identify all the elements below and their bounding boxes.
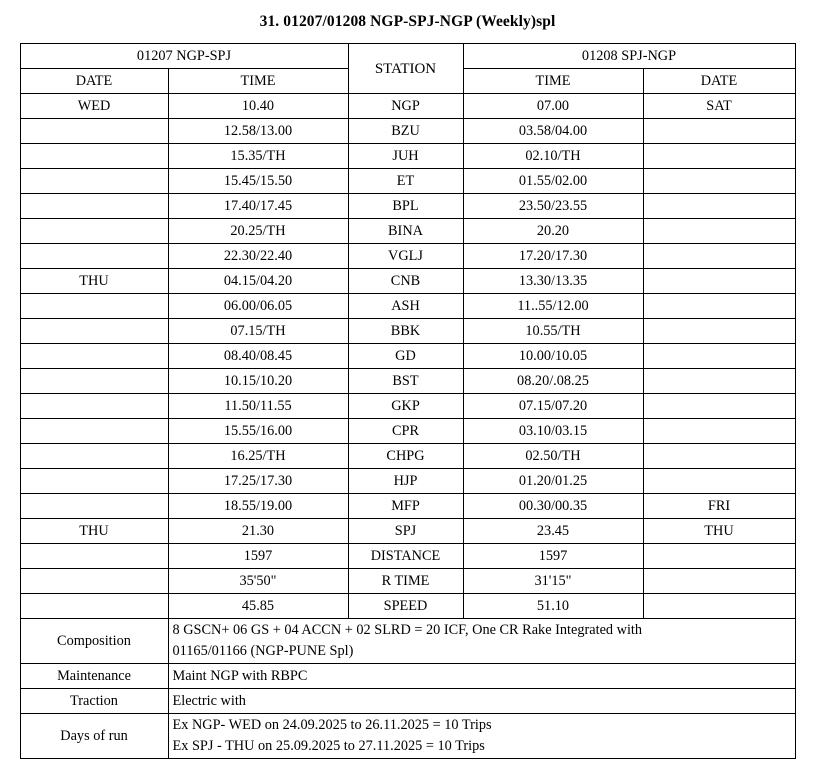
cell-station: ASH: [348, 294, 463, 319]
cell-date-left: [20, 369, 168, 394]
station-column-header: STATION: [348, 44, 463, 94]
cell-time-left: 04.15/04.20: [168, 269, 348, 294]
cell-date-right: [643, 594, 795, 619]
table-row: [20, 394, 795, 419]
cell-date-right: [643, 119, 795, 144]
footer-label: Traction: [20, 689, 168, 714]
cell-date-left: [20, 294, 168, 319]
cell-time-right: 10.00/10.05: [463, 344, 643, 369]
cell-date-right: [643, 569, 795, 594]
cell-time-left: 22.30/22.40: [168, 244, 348, 269]
cell-station: DISTANCE: [348, 544, 463, 569]
cell-time-left: 18.55/19.00: [168, 494, 348, 519]
cell-date-left: [20, 169, 168, 194]
cell-station: R TIME: [348, 569, 463, 594]
cell-date-left: [20, 344, 168, 369]
cell-time-right: 01.20/01.25: [463, 469, 643, 494]
column-header-date-left: DATE: [20, 69, 168, 94]
cell-time-left: 10.40: [168, 94, 348, 119]
cell-time-right: 03.58/04.00: [463, 119, 643, 144]
cell-date-left: [20, 594, 168, 619]
table-head-section: [20, 44, 795, 94]
table-row: [20, 444, 795, 469]
table-row: [20, 369, 795, 394]
cell-station: GD: [348, 344, 463, 369]
cell-station: SPEED: [348, 594, 463, 619]
cell-time-left: 10.15/10.20: [168, 369, 348, 394]
cell-date-right: [643, 269, 795, 294]
cell-time-left: 12.58/13.00: [168, 119, 348, 144]
cell-time-left: 17.40/17.45: [168, 194, 348, 219]
table-row: [20, 144, 795, 169]
table-row: [20, 344, 795, 369]
cell-time-right: 51.10: [463, 594, 643, 619]
table-row: [20, 244, 795, 269]
column-header-time-left: TIME: [168, 69, 348, 94]
cell-time-right: 02.50/TH: [463, 444, 643, 469]
cell-date-right: [643, 369, 795, 394]
cell-date-left: [20, 469, 168, 494]
footer-value-line: Ex SPJ - THU on 25.09.2025 to 27.11.2025 = 10 Trips: [172, 738, 485, 754]
cell-date-right: FRI: [643, 494, 795, 519]
cell-time-right: 20.20: [463, 219, 643, 244]
cell-station: BPL: [348, 194, 463, 219]
table-row: [20, 94, 795, 119]
cell-date-left: [20, 244, 168, 269]
footer-label: Days of run: [20, 714, 168, 759]
footer-row: [20, 689, 795, 714]
footer-row: [20, 619, 795, 664]
cell-date-right: [643, 394, 795, 419]
table-row: [20, 544, 795, 569]
cell-time-right: 00.30/00.35: [463, 494, 643, 519]
table-row: [20, 269, 795, 294]
table-body: [20, 94, 795, 619]
table-row: [20, 119, 795, 144]
footer-row: [20, 714, 795, 759]
cell-station: JUH: [348, 144, 463, 169]
cell-date-right: THU: [643, 519, 795, 544]
cell-time-left: 21.30: [168, 519, 348, 544]
table-footer: [20, 619, 795, 759]
cell-time-right: 11..55/12.00: [463, 294, 643, 319]
cell-date-left: [20, 194, 168, 219]
cell-time-right: 02.10/TH: [463, 144, 643, 169]
cell-date-left: [20, 119, 168, 144]
column-header-time-right: TIME: [463, 69, 643, 94]
table-row: [20, 169, 795, 194]
cell-station: BINA: [348, 219, 463, 244]
cell-station: GKP: [348, 394, 463, 419]
table-row: [20, 594, 795, 619]
group-header-right: 01208 SPJ-NGP: [463, 44, 795, 69]
footer-value: [168, 664, 795, 689]
cell-time-left: 08.40/08.45: [168, 344, 348, 369]
cell-date-right: [643, 469, 795, 494]
cell-station: SPJ: [348, 519, 463, 544]
cell-date-left: [20, 219, 168, 244]
cell-date-left: [20, 394, 168, 419]
cell-date-right: [643, 169, 795, 194]
cell-time-right: 23.50/23.55: [463, 194, 643, 219]
cell-date-right: [643, 294, 795, 319]
cell-station: NGP: [348, 94, 463, 119]
cell-station: VGLJ: [348, 244, 463, 269]
cell-time-left: 17.25/17.30: [168, 469, 348, 494]
cell-station: BST: [348, 369, 463, 394]
footer-row: [20, 664, 795, 689]
cell-date-right: [643, 244, 795, 269]
cell-date-right: SAT: [643, 94, 795, 119]
cell-time-right: 13.30/13.35: [463, 269, 643, 294]
cell-time-right: 17.20/17.30: [463, 244, 643, 269]
cell-time-left: 06.00/06.05: [168, 294, 348, 319]
cell-time-left: 35'50": [168, 569, 348, 594]
cell-time-right: 07.15/07.20: [463, 394, 643, 419]
cell-station: MFP: [348, 494, 463, 519]
cell-date-left: [20, 319, 168, 344]
table-row: [20, 494, 795, 519]
cell-date-left: [20, 444, 168, 469]
table-row: [20, 219, 795, 244]
cell-time-left: 15.45/15.50: [168, 169, 348, 194]
cell-date-right: [643, 194, 795, 219]
cell-time-left: 07.15/TH: [168, 319, 348, 344]
cell-station: ET: [348, 169, 463, 194]
footer-value: [168, 714, 795, 759]
cell-station: CPR: [348, 419, 463, 444]
footer-value-line: Electric with: [172, 692, 246, 709]
cell-date-left: WED: [20, 94, 168, 119]
table-row: [20, 319, 795, 344]
cell-station: BBK: [348, 319, 463, 344]
cell-time-left: 16.25/TH: [168, 444, 348, 469]
cell-time-left: 15.35/TH: [168, 144, 348, 169]
cell-date-left: [20, 569, 168, 594]
footer-label: Maintenance: [20, 664, 168, 689]
cell-station: BZU: [348, 119, 463, 144]
column-header-date-right: DATE: [643, 69, 795, 94]
train-schedule-table: [20, 43, 796, 759]
cell-time-right: 23.45: [463, 519, 643, 544]
footer-value-line: Ex NGP- WED on 24.09.2025 to 26.11.2025 = 10 Trips: [172, 717, 492, 733]
table-row: [20, 469, 795, 494]
cell-date-right: [643, 144, 795, 169]
cell-station: CNB: [348, 269, 463, 294]
cell-time-left: 45.85: [168, 594, 348, 619]
cell-date-right: [643, 444, 795, 469]
cell-date-left: THU: [20, 269, 168, 294]
cell-date-left: [20, 419, 168, 444]
cell-time-left: 1597: [168, 544, 348, 569]
cell-date-left: [20, 494, 168, 519]
cell-date-left: [20, 144, 168, 169]
cell-time-right: 1597: [463, 544, 643, 569]
cell-date-right: [643, 544, 795, 569]
table-row: [20, 294, 795, 319]
cell-time-right: 07.00: [463, 94, 643, 119]
footer-value-line: Maint NGP with RBPC: [172, 667, 308, 684]
cell-date-right: [643, 319, 795, 344]
cell-time-left: 15.55/16.00: [168, 419, 348, 444]
cell-date-left: THU: [20, 519, 168, 544]
cell-time-right: 01.55/02.00: [463, 169, 643, 194]
cell-date-right: [643, 344, 795, 369]
cell-date-right: [643, 219, 795, 244]
group-header-left: 01207 NGP-SPJ: [20, 44, 348, 69]
table-row: [20, 194, 795, 219]
page-title: 31. 01207/01208 NGP-SPJ-NGP (Weekly)spl: [259, 13, 556, 30]
cell-time-right: 03.10/03.15: [463, 419, 643, 444]
cell-time-left: 11.50/11.55: [168, 394, 348, 419]
cell-time-right: 10.55/TH: [463, 319, 643, 344]
cell-station: CHPG: [348, 444, 463, 469]
table-row: [20, 569, 795, 594]
footer-value: [168, 689, 795, 714]
cell-time-left: 20.25/TH: [168, 219, 348, 244]
footer-value-line: 8 GSCN+ 06 GS + 04 ACCN + 02 SLRD = 20 ICF, One CR Rake Integrated with: [172, 622, 643, 638]
cell-date-right: [643, 419, 795, 444]
footer-label: Composition: [20, 619, 168, 664]
cell-date-left: [20, 544, 168, 569]
footer-value-line: 01165/01166 (NGP-PUNE Spl): [172, 643, 354, 659]
table-row: [20, 419, 795, 444]
table-group-header-row: [20, 44, 795, 69]
cell-time-right: 31'15": [463, 569, 643, 594]
footer-value: [168, 619, 795, 664]
table-row: [20, 519, 795, 544]
cell-station: HJP: [348, 469, 463, 494]
cell-time-right: 08.20/.08.25: [463, 369, 643, 394]
